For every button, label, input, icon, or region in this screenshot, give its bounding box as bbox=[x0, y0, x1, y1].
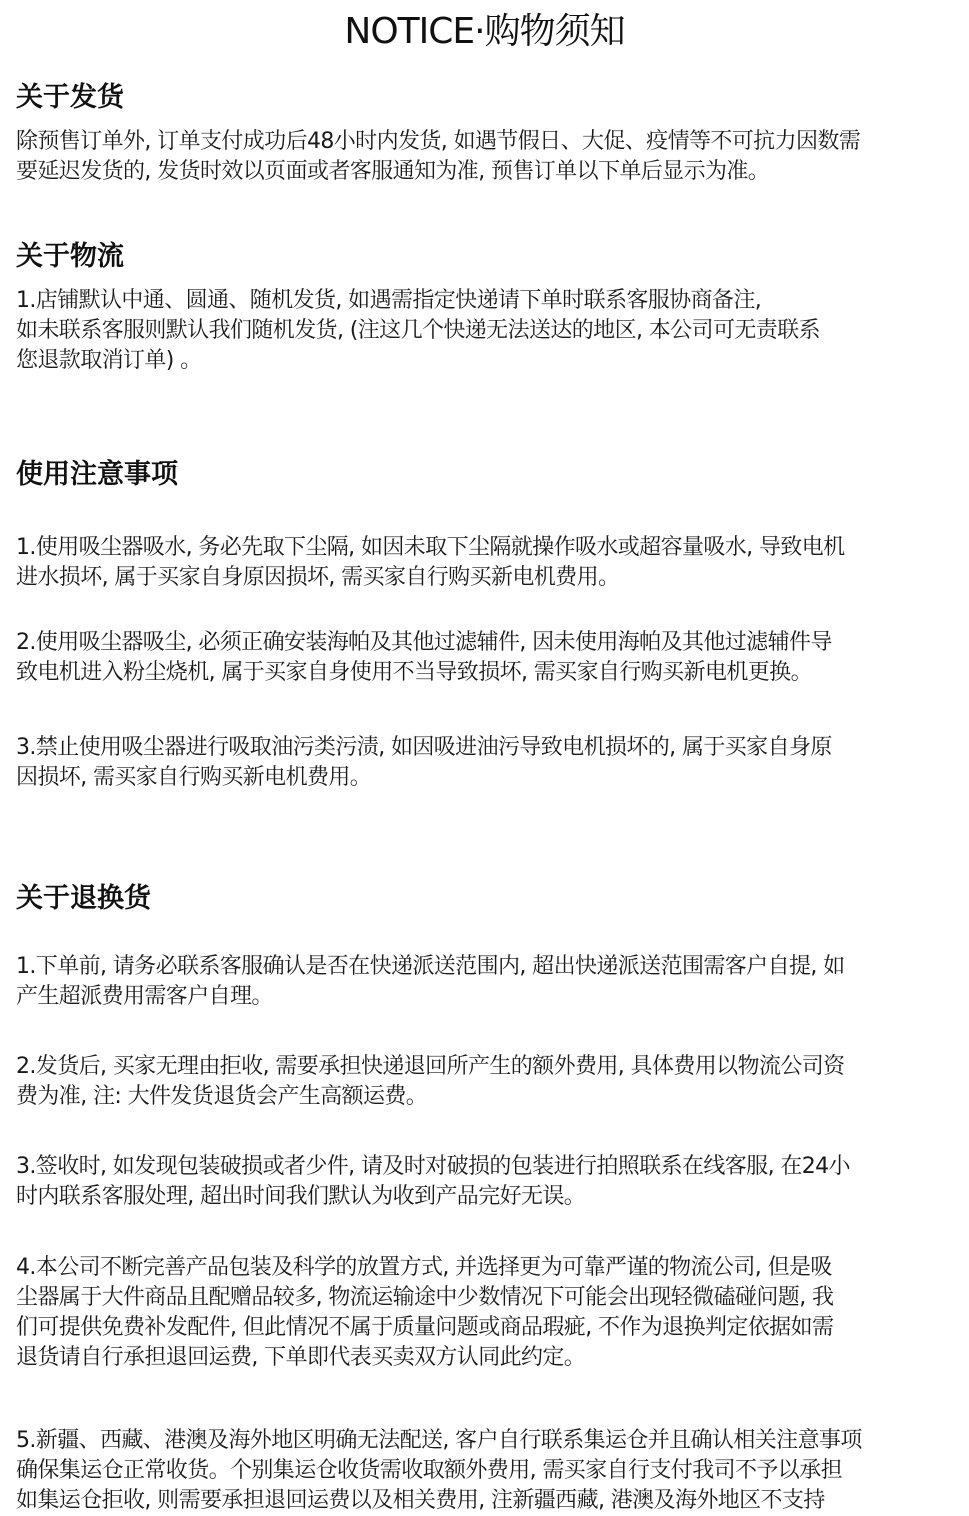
paragraph-line: 产生超派费用需客户自理。 bbox=[16, 984, 273, 1009]
section-returns-paragraph-5 bbox=[16, 1426, 956, 1516]
section-shipping-paragraph-1 bbox=[16, 127, 956, 187]
paragraph-line: 1.使用吸尘器吸水, 务必先取下尘隔, 如因未取下尘隔就操作吸水或超容量吸水, 导致电机 bbox=[16, 535, 845, 560]
paragraph-line: 3.禁止使用吸尘器进行吸取油污类污渍, 如因吸进油污导致电机损坏的, 属于买家自身原 bbox=[16, 735, 832, 760]
paragraph-line: 2.发货后, 买家无理由拒收, 需要承担快递退回所产生的额外费用, 具体费用以物流公司资 bbox=[16, 1054, 845, 1079]
section-returns-paragraph-1 bbox=[16, 952, 956, 1012]
paragraph-line: 5.新疆、西藏、港澳及海外地区明确无法配送, 客户自行联系集运仓并且确认相关注意事项 bbox=[16, 1428, 862, 1453]
paragraph-line: 1.店铺默认中通、圆通、随机发货, 如遇需指定快递请下单时联系客服协商备注, bbox=[16, 288, 762, 313]
paragraph-line: 2.使用吸尘器吸尘, 必须正确安装海帕及其他过滤辅件, 因未使用海帕及其他过滤辅件导 bbox=[16, 630, 832, 655]
paragraph-line: 您退款取消订单) 。 bbox=[16, 348, 202, 373]
paragraph-line: 如集运仓拒收, 则需要承担退回运费以及相关费用, 注新疆西藏, 港澳及海外地区不支持 bbox=[16, 1488, 825, 1513]
section-heading-logistics: 关于物流 bbox=[16, 241, 124, 272]
paragraph-line: 致电机进入粉尘烧机, 属于买家自身使用不当导致损坏, 需买家自行购买新电机更换。 bbox=[16, 660, 812, 685]
paragraph-line: 要延迟发货的, 发货时效以页面或者客服通知为准, 预售订单以下单后显示为准。 bbox=[16, 159, 770, 184]
paragraph-line: 时内联系客服处理, 超出时间我们默认为收到产品完好无误。 bbox=[16, 1184, 586, 1209]
paragraph-line: 进水损坏, 属于买家自身原因损坏, 需买家自行购买新电机费用。 bbox=[16, 565, 620, 590]
paragraph-line: 确保集运仓正常收货。个别集运仓收货需收取额外费用, 需买家自行支付我司不予以承担 bbox=[16, 1458, 842, 1483]
section-heading-returns: 关于退换货 bbox=[16, 883, 151, 914]
section-logistics-paragraph-1 bbox=[16, 286, 956, 376]
paragraph-line: 们可提供免费补发配件, 但此情况不属于质量问题或商品瑕疵, 不作为退换判定依据如需 bbox=[16, 1315, 834, 1340]
section-returns-paragraph-3 bbox=[16, 1152, 956, 1212]
paragraph-line: 4.本公司不断完善产品包装及科学的放置方式, 并选择更为可靠严谨的物流公司, 但是吸 bbox=[16, 1255, 832, 1280]
paragraph-line: 如未联系客服则默认我们随机发货, (注这几个快递无法送达的地区, 本公司可无责联系 bbox=[16, 318, 820, 343]
paragraph-line: 因损坏, 需买家自行购买新电机费用。 bbox=[16, 765, 372, 790]
section-usage-paragraph-1 bbox=[16, 533, 956, 593]
section-usage-paragraph-3 bbox=[16, 733, 956, 793]
section-heading-usage-notes: 使用注意事项 bbox=[16, 459, 178, 490]
paragraph-line: 1.下单前, 请务必联系客服确认是否在快递派送范围内, 超出快递派送范围需客户自提, 如 bbox=[16, 954, 845, 979]
section-usage-paragraph-2 bbox=[16, 628, 956, 688]
section-returns-paragraph-4 bbox=[16, 1253, 956, 1373]
section-heading-shipping: 关于发货 bbox=[16, 82, 124, 113]
section-returns-paragraph-2 bbox=[16, 1052, 956, 1112]
paragraph-line: 退货请自行承担退回运费, 下单即代表买卖双方认同此约定。 bbox=[16, 1345, 586, 1370]
page-title: NOTICE·购物须知 bbox=[344, 11, 625, 52]
paragraph-line: 费为准, 注: 大件发货退货会产生高额运费。 bbox=[16, 1084, 428, 1109]
paragraph-line: 3.签收时, 如发现包装破损或者少件, 请及时对破损的包装进行拍照联系在线客服, 在24小 bbox=[16, 1154, 850, 1179]
paragraph-line: 尘器属于大件商品且配赠品较多, 物流运输途中少数情况下可能会出现轻微磕碰问题, 我 bbox=[16, 1285, 834, 1310]
paragraph-line: 除预售订单外, 订单支付成功后48小时内发货, 如遇节假日、大促、疫情等不可抗力因数需 bbox=[16, 129, 861, 154]
